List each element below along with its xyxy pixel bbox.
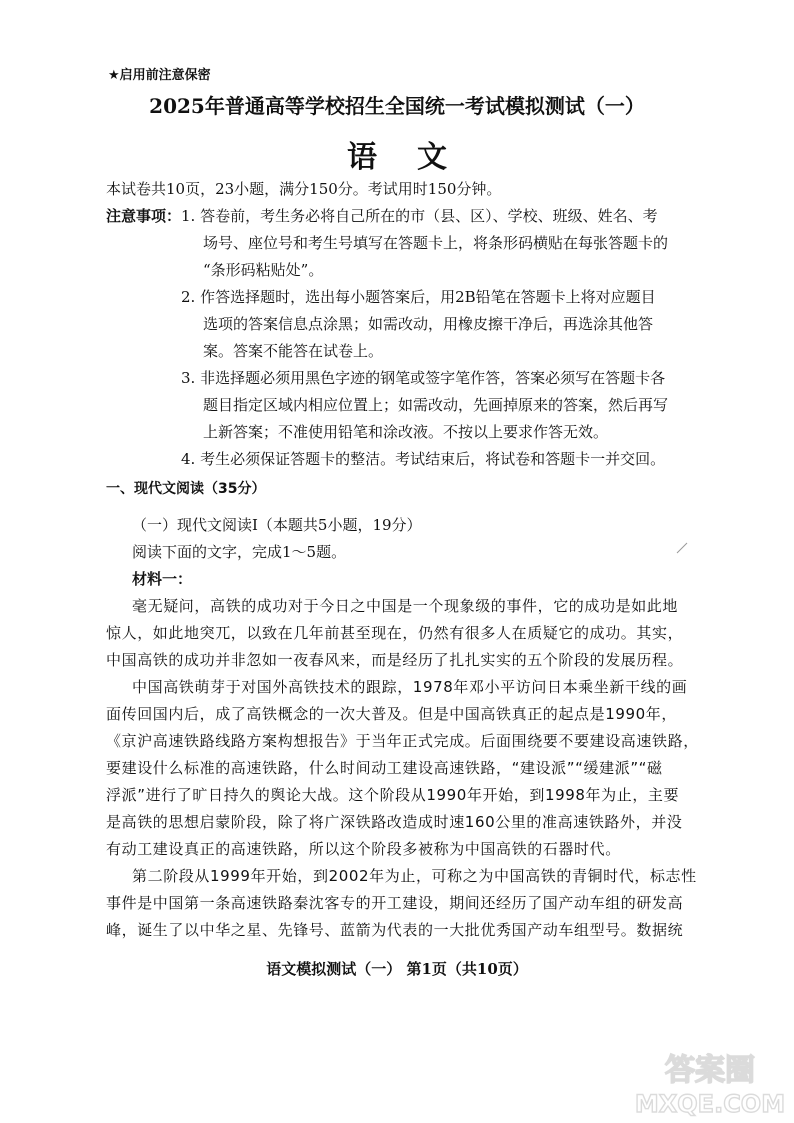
notice-line: 上新答案；不准使用铅笔和涂改液。不按以上要求作答无效。	[203, 423, 609, 441]
body-line: 《京沪高速铁路线路方案构想报告》于当年正式完成。后面围绕要不要建设高速铁路，	[106, 732, 699, 750]
body-line: 中国高铁的成功并非忽如一夜春风来，而是经历了扎扎实实的五个阶段的发展历程。	[106, 651, 684, 669]
notice-line: 题目指定区域内相应位置上；如需改动，先画掉原来的答案，然后再写	[203, 396, 669, 414]
body-line: 浮派”进行了旷日持久的舆论大战。这个阶段从1990年开始，到1998年为止，主要	[106, 786, 680, 804]
notice-line: 3. 非选择题必须用黑色字迹的钢笔或签字笔作答，答案必须写在答题卡各	[181, 369, 666, 387]
body-line: 惊人，如此地突兀，以致在几年前甚至现在，仍然有很多人在质疑它的成功。其实，	[106, 624, 684, 642]
body-line: 要建设什么标准的高速铁路，什么时间动工建设高速铁路，“建设派”“缓建派”“磁	[106, 759, 663, 777]
subject-title: 语文	[347, 140, 487, 175]
notice-label: 注意事项：	[106, 207, 182, 225]
reading-instruction: 阅读下面的文字，完成1～5题。	[132, 543, 347, 561]
body-line: 中国高铁萌芽于对国外高铁技术的跟踪，1978年邓小平访问日本乘坐新干线的画	[132, 678, 688, 696]
notice-line: 场号、座位号和考生号填写在答题卡上，将条形码横贴在每张答题卡的	[203, 234, 669, 252]
sub-section-heading: （一）现代文阅读Ⅰ（本题共5小题，19分）	[132, 516, 422, 534]
notice-line: 4. 考生必须保证答题卡的整洁。考试结束后，将试卷和答题卡一并交回。	[181, 450, 666, 468]
notice-line: 1. 答卷前，考生务必将自己所在的市（县、区）、学校、班级、姓名、考	[181, 207, 658, 225]
pen-stroke-mark	[676, 542, 688, 554]
notice-line: “条形码粘贴处”。	[203, 261, 324, 279]
watermark-logo	[630, 1046, 790, 1118]
page-footer: 语文模拟测试（一） 第1页（共10页）	[266, 960, 528, 978]
watermark-top-text: 答案圈	[665, 1053, 755, 1088]
body-line: 峰，诞生了以中华之星、先锋号、蓝箭为代表的一大批优秀国产动车组型号。数据统	[106, 921, 684, 939]
watermark-bottom-text: MXQE.COM	[634, 1090, 786, 1118]
notice-line: 案。答案不能答在试卷上。	[203, 342, 384, 360]
notice-line: 选项的答案信息点涂黑；如需改动，用橡皮擦干净后，再选涂其他答	[203, 315, 654, 333]
body-line: 毫无疑问，高铁的成功对于今日之中国是一个现象级的事件，它的成功是如此地	[132, 597, 679, 615]
confidential-label: ★启用前注意保密	[108, 68, 211, 83]
exam-title: 2025年普通高等学校招生全国统一考试模拟测试（一）	[149, 94, 645, 118]
body-line: 是高铁的思想启蒙阶段，除了将广深铁路改造成时速160公里的准高速铁路外，并没	[106, 813, 683, 831]
body-line: 面传回国内后，成了高铁概念的一次大普及。但是中国高铁真正的起点是1990年，	[106, 705, 677, 723]
body-line: 第二阶段从1999年开始，到2002年为止，可称之为中国高铁的青铜时代，标志性	[132, 867, 697, 885]
section-heading: 一、现代文阅读（35分）	[106, 481, 266, 497]
body-line: 有动工建设真正的高速铁路，所以这个阶段多被称为中国高铁的石器时代。	[106, 840, 621, 858]
material-label: 材料一：	[132, 570, 193, 588]
notice-line: 2. 作答选择题时，选出每小题答案后，用2B铅笔在答题卡上将对应题目	[181, 288, 656, 306]
body-line: 事件是中国第一条高速铁路秦沈客专的开工建设，期间还经历了国产动车组的研发高	[106, 894, 684, 912]
exam-intro: 本试卷共10页，23小题，满分150分。考试用时150分钟。	[106, 180, 502, 198]
